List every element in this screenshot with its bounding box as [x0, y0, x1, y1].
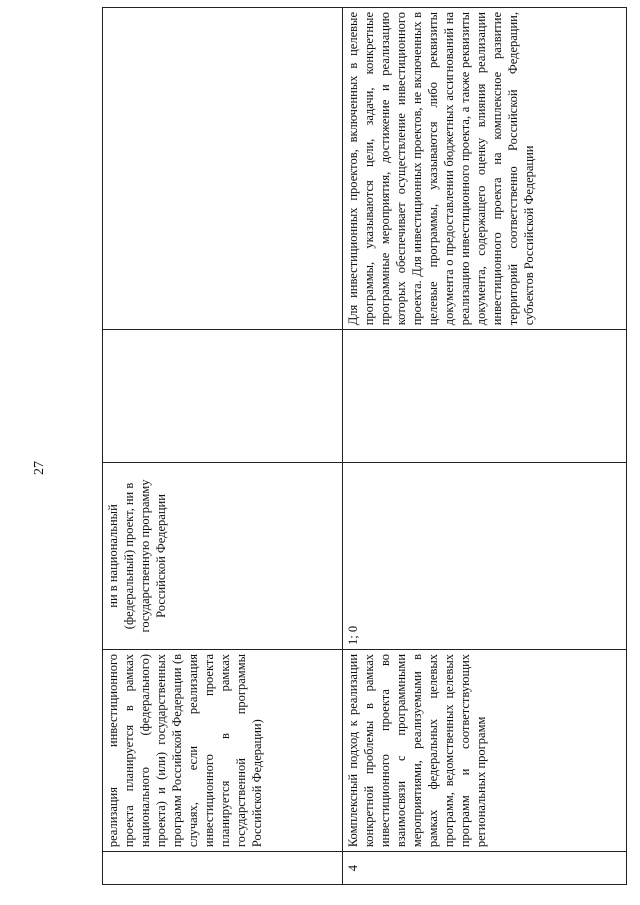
row-number — [103, 852, 343, 885]
weight-cell — [343, 330, 627, 463]
table-row — [103, 8, 343, 885]
criterion-cell: реализация инвестиционного проекта планируется в рамках национального (федерального) проекта) и (или) государственных программ Российской Федерации (в случаях, если реализация инвестиционного проекта планируется в рамках государственной программы Российской Федерации) — [103, 649, 343, 851]
score-value: 1; 0 — [346, 625, 360, 645]
score-description-cell — [103, 462, 343, 649]
criterion-cell: Комплексный подход к реализации конкретной проблемы в рамках инвестиционного проекта во взаимосвязи с программными мероприятиями, реализуемыми в рамках федеральных целевых программ, ведомственных целевых программ и соответствующих региональных программ — [343, 649, 627, 851]
criteria-table — [102, 7, 627, 885]
row-number: 4 — [343, 852, 627, 885]
weight-cell — [103, 330, 343, 463]
score-description-cell — [343, 462, 627, 649]
method-cell: Для инвестиционных проектов, включенных в целевые программы, указываются цели, задачи, конкретные программные мероприятия, достижение и реализацию которых обеспечивает осуществление инвестиционного проекта. Для инвестиционных проектов, не включенных в целевые программы, указываются либо реквизиты документа о предоставлении бюджетных ассигнований на реализацию инвестиционного проекта, а также реквизиты документа, содержащего оценку влияния реализации инвестиционного проекта на комплексное развитие территорий соответственно Российской Федерации, субъектов Российской Федерации — [343, 8, 627, 330]
method-cell — [103, 8, 343, 330]
score-description: ни в национальный (федеральный) проект, ни в государственную программу Российской Федерации — [106, 479, 168, 633]
page-number: 27 — [32, 461, 47, 475]
table-row — [343, 8, 627, 885]
